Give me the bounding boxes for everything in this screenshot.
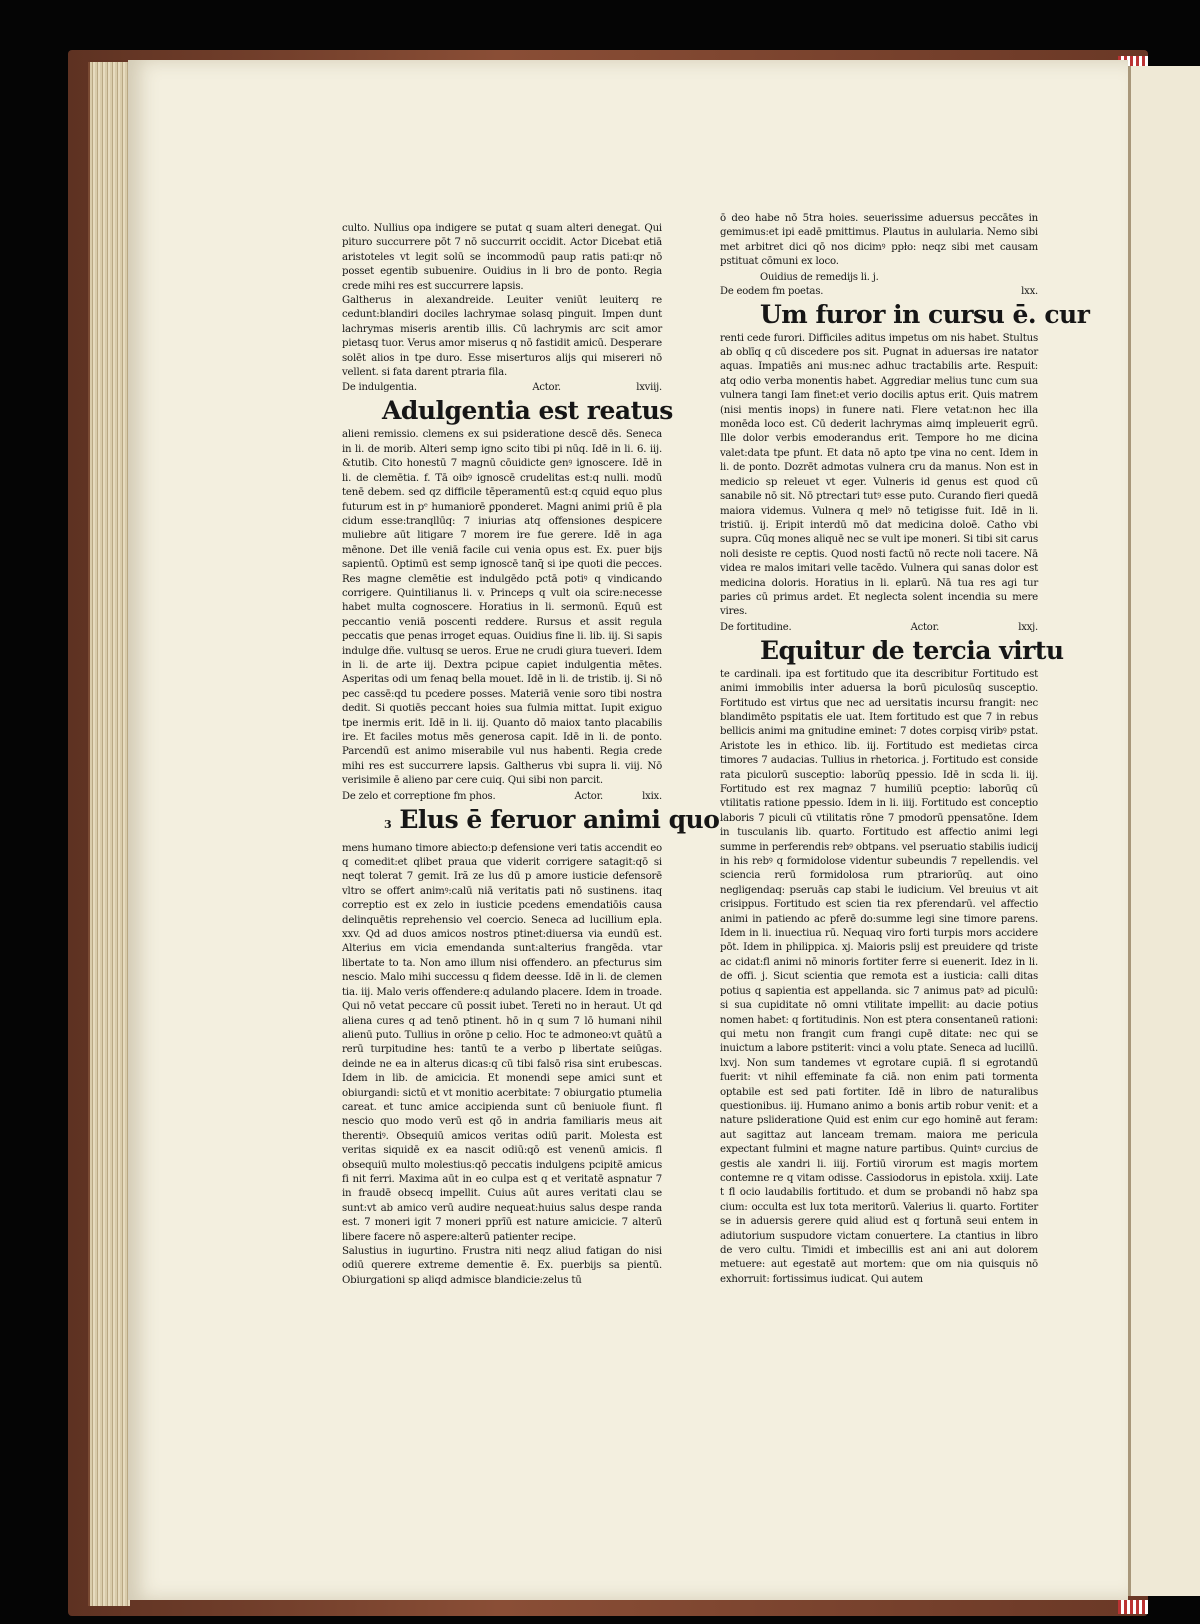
chapter-rubric xyxy=(342,381,662,394)
paragraph: alieni remissio. clemens ex sui psideratione descē dēs. Seneca in li. de morib. Alteri semp igno scito tibi pi nūq. Idē in li. 6. iij. &tutib. Cito honestū 7 magnū cōuidicte genꝰ ignoscere. Idē in li. de clemētia. f. Tā oibꝰ ignoscē crudelitas est:q nulli. modū tenē debem. sed qz difficile tēperamentū est:q cquid equo plus futurum est in pᵉ humaniorē ꝑponderet. Magni animi ꝑriū ē pla cidum esse:tranqllūq: 7 iniurias atq offensiones despicere muliebre aūt litigare 7 morem ire fue gerere. Idē in aga mēnone. Det ille veniā facile cui venia opus est. Ex. puer bijs sapientū. Optimū est semp ignoscē tanq̄ si ipe quoti die pecces. Res magne clemētie est indulgēdo pctā potiꝰ q vindicando corrigere. Quintilianus li. v. Princeps q vult oia scire:necesse habet multa cognoscere. Horatius in li. sermonū. Equū est peccantio veniā poscenti reddere. Rursus et assit regula peccatis que penas irroget equas. Ouidius fine li. lib. iij. Si sapis indulge dñe. vultusq se ueros. Erue ne crudi giura tueveri. Idem in li. de arte iij. Dextra pcipue capiet indulgentia mētes. Asperitas odi um fenaq bella mouet. Idē in li. de tristib. ij. Si nō pec cassē:qd tu pcedere posses. Materiā venie soro tibi nostra dedit. Si quotiēs peccant hoies sua fulmia mittat. Iupit exiguo tpe inermis erit. Idē in li. iij. Quanto dō maiox tanto placabilis ire. Et faciles motus mēs generosa capit. Idē in li. de ponto. Parcendū est animo miserabile vul nus habenti. Regia crede mihi res est succurrere lapsis. Galtherus vbi supra li. viij. Nō verisimile ē alieno par cere cuiq. Qui sibi non parcit. xyxy=(342,429,662,787)
facing-page-edge xyxy=(1128,66,1200,1596)
left-text-column xyxy=(342,222,720,1288)
heading-text: Elus ē feruor animi quo xyxy=(399,804,720,834)
sub-rubric xyxy=(720,271,1038,284)
page-edges xyxy=(88,62,130,1606)
chapter-heading: Adulgentia est reatus xyxy=(382,396,673,426)
chapter-rubric xyxy=(720,621,1038,634)
rubric-title: De fortitudine. xyxy=(720,621,792,633)
rubric-source: Ouidius de remedijs li. j. xyxy=(760,271,879,283)
rubric-title: De indulgentia. xyxy=(342,382,417,394)
chapter-rubric xyxy=(720,285,1038,298)
paragraph: ō deo habe nō 5tra hoies. seuerissime aduersus peccātes in gemimus:et ipi eadē pmittimus. Plautus in aulularia. Nemo sibi met arbitret dici qō nos dicimꝰ ppło: neqz sibi met causam pstituat cōmuni ex loco. xyxy=(720,213,1038,268)
bookmark-ribbon-bottom xyxy=(1118,1600,1148,1614)
paragraph: Salustius in iugurtino. Frustra niti neqz aliud fatigan do nisi odiū querere extreme dementie ē. Ex. puerbijs sa pientū. Obiurgationi sp aliqd admisce blandicie:zelus tū xyxy=(342,1246,662,1286)
chapter-number: lxxj. xyxy=(1018,621,1038,633)
paragraph: te cardinali. ipa est fortitudo que ita describitur Fortitudo est animi immobilis inter aduersa la borū piculosūq susceptio. Fortitudo est virtus que nec ad uersitatis incursu frangit: nec blandimēto pspitatis ele uat. Item fortitudo est que 7 in rebus bellicis animi ma gnitudine eminet: 7 dotes corpisq viribꝰ pstat. Aristote les in ethico. lib. iij. Fortitudo est medietas circa timores 7 audacias. Tullius in rhetorica. j. Fortitudo est conside rata piculorū susceptio: laborūq ppessio. Idē in scda li. iij. Fortitudo est rex magnaz 7 humiliū pceptio: laborūq cū vtilitatis ratione ppessio. Idem in li. iiij. Fortitudo est conceptio laboris 7 piculi cū vtilitatis rōne 7 pmodorū ppensatōne. Idem in tusculanis lib. quarto. Fortitudo est affectio animi legi summe in perferendis rebꝰ obtpans. vel pseruatio stabilis iudicij in his rebꝰ q formidolose videntur subeundis 7 repellendis. vel sciencia rerū formidolosa rum ptrariorūq. aut oino negligendaq: pseruās cap stabi le iudicium. Vel breuius vt ait crisippus. Fortitudo est scien tia rex pferendarū. vel affectio animi in patiendo ac pferē do:summe legi sine timore parens. Idem in li. inuectiua rū. Nequaq viro forti turpis mors accidere pōt. Idem in philippica. xj. Maioris pslij est preuidere qd triste ac cidat:fl animi nō minoris fortiter ferre si euenerit. Idez in li. de offi. j. Sicut scientia que remota est a iusticia: calli ditas potius q sapientia est appellanda. sic 7 animus patꝰ ad piculū: si sua cupiditate nō omni vtilitate impellit: au dacie potius nomen habet: q fortitudinis. Non est ptera consentaneū rationi: qui metu non frangit cum frangi cupē ditate: nec qui se inuictum a labore pstiterit: vinci a volu ptate. Seneca ad lucillū. lxvj. Non sum tandemes vt egrotare cupiā. fl si egrotandū fuerit: vt nihil effeminate fa ciā. non enim pati tormenta optabile est sed pati fortiter. Idē in libro de naturalibus questionibus. iij. Humano animo a bonis artib robur venit: et a nature pslideratione Quid est enim cur ego hominē aut feram: aut sagittaz aut lanceam tremam. maiora me pericula expectant fulmini et magne nature partibus. Quintꝰ curcius de gestis ale xandri li. iiij. Fortiū virorum est magis mortem contemne re q vitam odisse. Cassiodorus in epistola. xxiij. Late t fl ocio laudabilis fortitudo. et dum se probandi nō habz spa cium: occulta est lux tota meritorū. Valerius li. quarto. Fortiter se in aduersis gerere quid aliud est q fortunā seui entem in adiutorium suspudore victam conuertere. La ctantius in libro de vero cultu. Timidi et imbecillis est ani ani aut dolorem metuere: aut egestatē aut mortem: que om nia quisquis nō exhorruit: fortissimus iudicat. Qui autem xyxy=(720,668,1038,1285)
chapter-rubric xyxy=(342,790,662,803)
chapter-heading: Equitur de tercia virtu xyxy=(760,635,1064,665)
paragraph: Galtherus in alexandreide. Leuiter veniūt leuiterq re cedunt:blandiri dociles lachrymae solasq pinguit. Impen dunt lachrymas miseris arentib illis. Cū lachrymis arc scit amor pietasq tuor. Verus amor miserus q nō fastidit amicū. Desperare solēt alios in tpe duro. Esse miserturos alijs qui misereri nō vellent. si fata darent ptraria fila. xyxy=(342,295,662,379)
rubric-author: Actor. xyxy=(910,621,940,633)
margin-marker: 3 xyxy=(384,817,392,831)
chapter-number: lxviij. xyxy=(636,382,662,394)
rubric-title: De eodem fm poetas. xyxy=(720,285,824,297)
chapter-heading: Um furor in cursu ē. cur xyxy=(760,299,1090,329)
rubric-title: De zelo et correptione fm phos. xyxy=(342,790,496,802)
paragraph: renti cede furori. Difficiles aditus impetus om nis habet. Stultus ab oblīq q cū discedere pos sit. Pugnat in aduersas ire natator aquas. Impatiēs ani mus:nec adhuc tractabilis arte. Respuit: atq odio verba monentis habet. Aggrediar melius tunc cum sua vulnera tangi Iam finet:et verio docilis aptus erit. Quis matrem (nisi mentis inops) in funere nati. Flere vetat:non hec illa monēda loco est. Cū dederit lachrymas aimq impleuerit egrū. Ille dolor verbis emoderandus erit. Tempore ho me dicina valet:data tpe pfunt. Et data nō apto tpe vina no cent. Idem in li. de ponto. Dozrēt admotas vulnera cru da manus. Non est in medicio sp releuet vt eger. Vulneris id genus est quod cū sanabile nō sit. Nō ptrectari tutꝰ esse puto. Curando fieri quedā maiora videmus. Vulnera q melꝰ nō tetigisse fuit. Idē in li. tristiū. ij. Eripit interdū mō dat medicina doloē. Catho vbi supra. Cūq mones aliquē nec se vult ipe moneri. Si tibi sit carus noli desiste re ceptis. Quod nosti factū nō recte noli tacere. Nā videa re malos imitari velle tacēdo. Vulnera qui sanas dolor est medicina doloris. Horatius in li. eplarū. Nā tua res agi tur paries cū primus ardet. Et neglecta solent incendia su mere vires. xyxy=(720,332,1038,618)
paragraph: culto. Nullius opa indigere se putat q suam alteri denegat. Qui pituro succurrere pōt 7 nō succurrit occidit. Actor Dicebat etiā aristoteles vt legit solū se incommodū paup ratis pati:qr nō posset egentib subuenire. Ouidius in li bro de ponto. Regia crede mihi res est succurrere lapsis. xyxy=(342,223,662,292)
chapter-heading xyxy=(382,804,720,840)
chapter-number: lxix. xyxy=(642,790,662,802)
rubric-author: Actor. xyxy=(532,382,561,394)
right-text-column xyxy=(720,212,1090,1287)
chapter-number: lxx. xyxy=(1021,285,1038,297)
rubric-author: Actor. xyxy=(574,790,604,802)
paragraph: mens humano timore abiecto:p defensione veri tatis accendit eo q comedit:et qlibet praua que viderit corrigere satagit:qō si neqt tolerat 7 gemit. Iră ze lus dū p amore iusticie defensorē vltro se offert animꝰ:calū niā veritatis pati nō sustinens. itaq correptio est ex zelo in iusticie pcedens emendatiōis causa delinquētis reprehensio vel coercio. Seneca ad lucillium epla. xxv. Qd ad duos amicos nostros ptinet:diuersa via eundū est. Alterius em vicia emendanda sunt:alterius frangēda. vtar libertate to ta. Non amo illum nisi offendero. an pfecturus sim nescio. Malo mihi successu q fidem deesse. Idē in li. de clemen tia. iij. Malo veris offendere:q adulando placere. Idem in troade. Qui nō vetat peccare cū possit iubet. Tereti no in heraut. Ut qd aliena cures q ad tenō ptinent. hō in q sum 7 lō humani nihil alienū puto. Tullius in orōne p celio. Hoc te admoneo:vt quātū a rerū turpitudine hes: tantū te a verbo p libertate seiūgas. deinde ne ea in alterus dicas:q cū tibi falsō risa sint erubescas. Idem in lib. de amicicia. Et monendi sepe amici sunt et obiurgandi: sictū et vt monitio acerbitate: 7 obiurgatio ptumelia careat. et tunc amice accipienda sunt cū beniuole fiunt. fl nescio quo modo verū est qō in andria familiaris meus ait therentiꝰ. Obsequiū amicos veritas odiū parit. Molesta est veritas siquidē ex ea nascit odiū:qō est venenū amicis. fl obsequiū multo molestius:qō peccatis indulgens pcipitē amicus fi nit ferri. Maxima aūt in eo culpa est q et veritatē aspnatur 7 in fraudē obsecq impellit. Cuius aūt aures veritati clau se sunt:vt ab amico verū audire nequeat:huius salus despe randa est. 7 moneri igit 7 moneri pprīū est nature amicicie. 7 alterū libere facere nō aspere:alterū patienter recipe. xyxy=(342,842,662,1243)
